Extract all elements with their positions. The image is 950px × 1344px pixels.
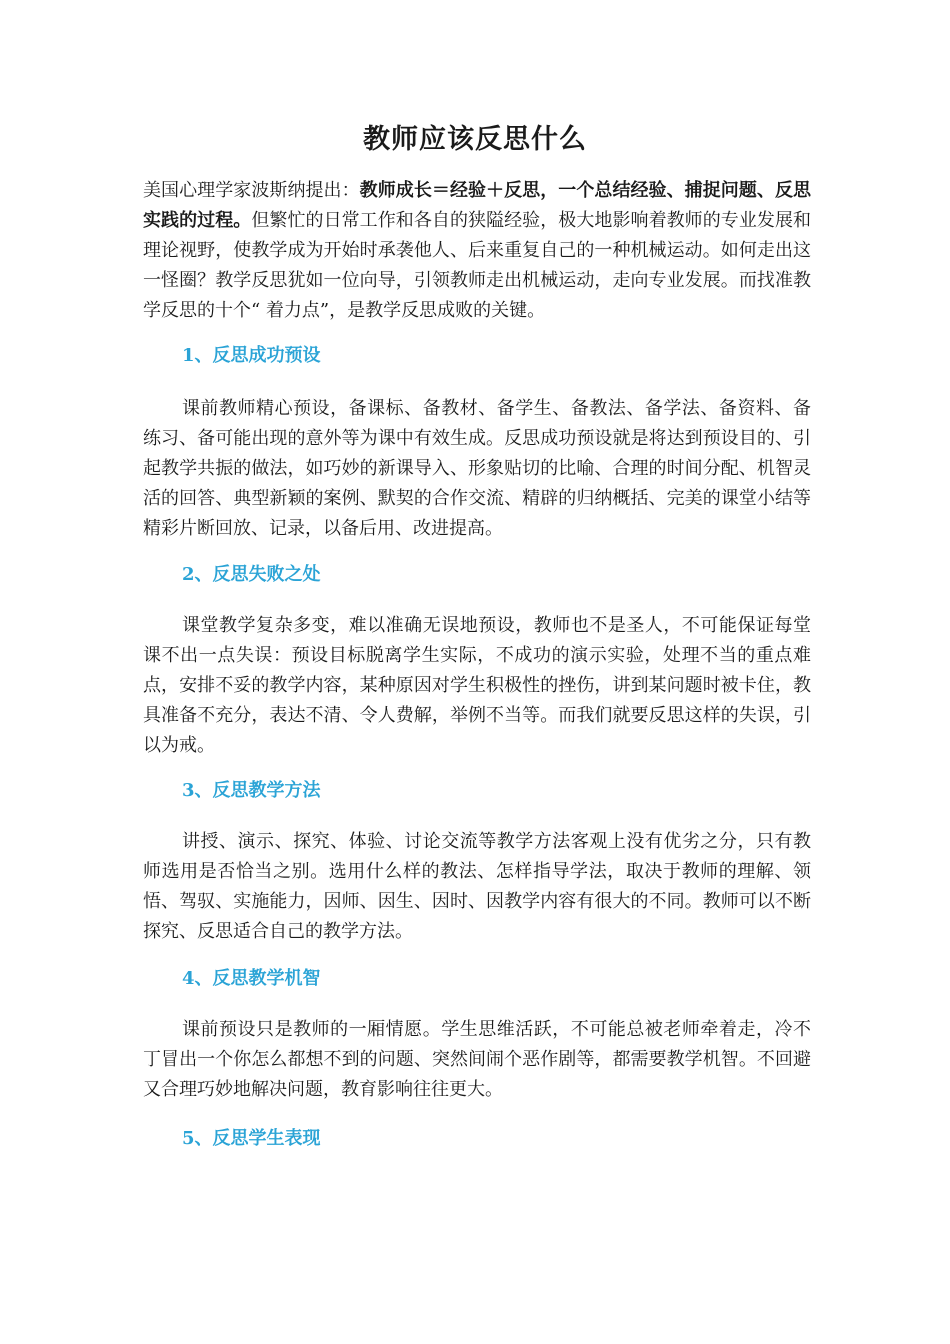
section-paragraph: 课前预设只是教师的一厢情愿。学生思维活跃，不可能总被老师牵着走，冷不丁冒出一个你怎么都想不到的问题、突然间闹个恶作剧等，都需要教学机智。不回避又合理巧妙地解决问题，教育影响往往更大。: [143, 1019, 811, 1100]
section-paragraph: 讲授、演示、探究、体验、讨论交流等教学方法客观上没有优劣之分，只有教师选用是否恰当之别。选用什么样的教法、怎样指导学法，取决于教师的理解、领悟、驾驭、实施能力，因师、因生、因时、因教学内容有很大的不同。教师可以不断探究、反思适合自己的教学方法。: [143, 831, 811, 942]
document-title: 教师应该反思什么: [363, 124, 587, 155]
intro-lead: 美国心理学家波斯纳提出：: [143, 180, 360, 201]
section-heading: 5、反思学生表现: [182, 1128, 321, 1149]
section-paragraph: 课堂教学复杂多变，难以准确无误地预设，教师也不是圣人，不可能保证每堂课不出一点失误：预设目标脱离学生实际，不成功的演示实验，处理不当的重点难点，安排不妥的教学内容，某种原因对学生积极性的挫伤，讲到某问题时被卡住，教具准备不充分，表达不清、令人费解，举例不当等。而我们就要反思这样的失误，引以为戒。: [143, 615, 811, 756]
section-heading: 3、反思教学方法: [182, 780, 321, 801]
intro-paragraph: [143, 176, 811, 326]
section-heading: 2、反思失败之处: [182, 564, 321, 585]
section-paragraph: 课前教师精心预设，备课标、备教材、备学生、备教法、备学法、备资料、备练习、备可能出现的意外等为课中有效生成。反思成功预设就是将达到预设目的、引起教学共振的做法，如巧妙的新课导入、形象贴切的比喻、合理的时间分配、机智灵活的回答、典型新颖的案例、默契的合作交流、精辟的归纳概括、完美的课堂小结等精彩片断回放、记录，以备后用、改进提高。: [143, 398, 811, 539]
section-heading: 4、反思教学机智: [182, 968, 321, 989]
section-heading: 1、反思成功预设: [182, 345, 321, 366]
intro-bold: 教师成长＝经验＋反思，一个总结经验、捕捉问题、反思实践的过程。: [143, 180, 812, 231]
intro-rest: 但繁忙的日常工作和各自的狭隘经验，极大地影响着教师的专业发展和理论视野，使教学成为开始时承袭他人、后来重复自己的一种机械运动。如何走出这一怪圈？教学反思犹如一位向导，引领教师走出机械运动，走向专业发展。而找准教学反思的十个“ 着力点”，是教学反思成败的关键。: [143, 210, 812, 321]
